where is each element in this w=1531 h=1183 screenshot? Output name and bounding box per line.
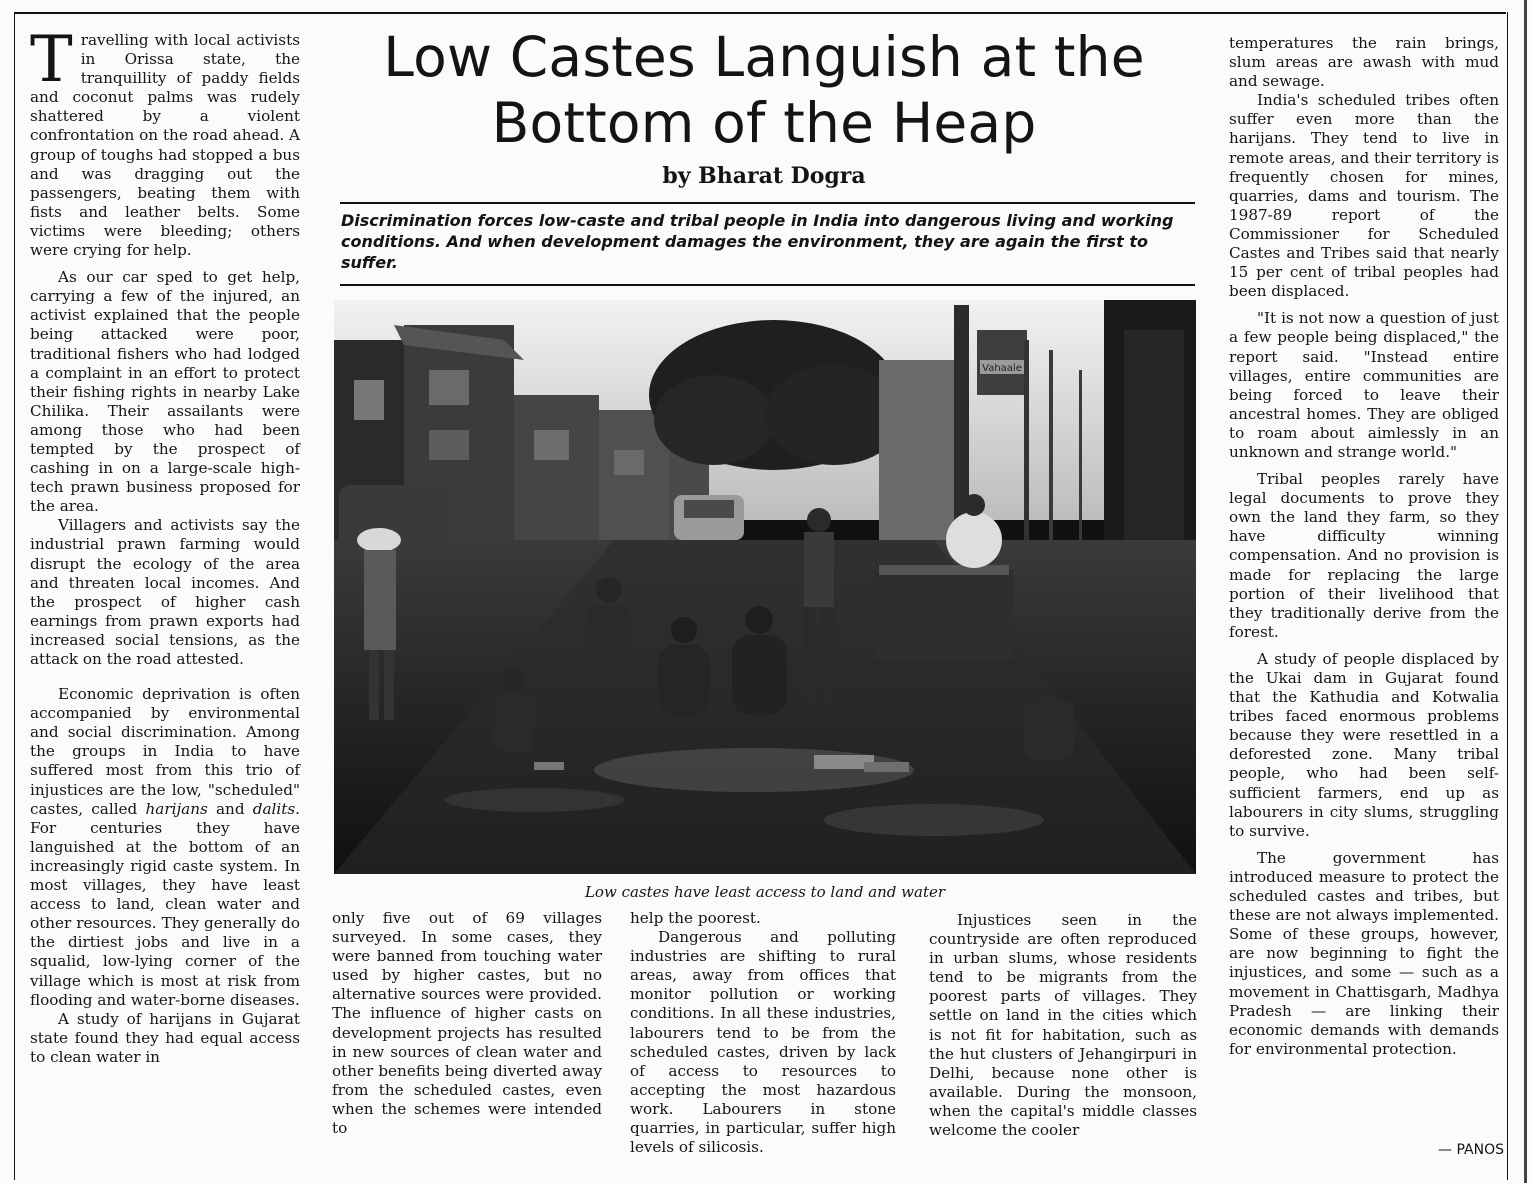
paragraph-4-text-b: . For centuries they have languished at the bottom of an increasingly rigid caste system. In most villages, they have least access to land, clean water and other resources. They generally do the dirtiest jobs and live in a squalid, low-lying corner of the village which is most at risk from flooding and water-borne diseases.	[30, 799, 300, 1009]
paragraph-2: As our car sped to get help, carrying a few of the injured, an activist explained that the people being attacked were poor, traditional fishers who had lodged a complaint in an effort to protect their fishing rights in nearby Lake Chilika. Their assailants were among those who had been tempted by the prospect of cashing in on a large-scale high-tech prawn business proposed for the area.	[30, 268, 300, 516]
paragraph-8: India's scheduled tribes often suffer even more than the harijans. They tend to live in remote areas, and their territory is frequently chosen for mines, quarries, dams and tourism. The 1987-89 report of the Commissioner for Scheduled Castes and Tribes said that nearly 15 per cent of tribal peoples had been displaced.	[1229, 91, 1499, 301]
right-page-edge	[1524, 0, 1527, 1183]
paragraph-4	[30, 685, 300, 1010]
street-photo	[334, 300, 1196, 874]
right-edge-rule	[1507, 12, 1508, 1180]
photo-caption: Low castes have least access to land and water	[584, 883, 946, 901]
top-rule	[14, 12, 1506, 14]
column-3	[630, 909, 896, 1157]
byline: by Bharat Dogra	[662, 163, 866, 189]
harijans-term: harijans	[145, 799, 208, 818]
headline: Low Castes Languish at the Bottom of the Heap	[383, 25, 1145, 155]
paragraph-9: "It is not now a question of just a few people being displaced," the report said. "Instead entire villages, entire communities are being forced to leave their ancestral homes. They are obliged to roam about aimlessly in an unknown and strange world."	[1229, 309, 1499, 461]
left-edge-rule	[14, 12, 15, 1180]
paragraph-4-text-a: Economic deprivation is often accompanied by environmental and social discrimination. Among the groups in India to have suffered most from this trio of injustices are the low, "scheduled" castes, called	[30, 685, 300, 818]
paragraph-4-and: and	[207, 799, 253, 818]
paragraph-3: Villagers and activists say the industrial prawn farming would disrupt the ecology of the area and threaten local incomes. And the prospect of higher cash earnings from prawn exports had increased social tensions, as the attack on the road attested.	[30, 516, 300, 668]
column-5	[1229, 34, 1499, 1059]
paragraph-10: Tribal peoples rarely have legal documents to prove they own the land they farm, so they have difficulty winning compensation. And no provision is made for replacing the large portion of their livelihood that they traditionally derive from the forest.	[1229, 470, 1499, 641]
paragraph-7: Injustices seen in the countryside are often reproduced in urban slums, whose residents tend to be migrants from the poorest parts of villages. They settle on land in the cities which is not fit for habitation, such as the hut clusters of Jehangirpuri in Delhi, because none other is available. During the monsoon, when the capital's middle classes welcome the cooler	[929, 911, 1197, 1140]
paragraph-1-text: ravelling with local activists in Orissa state, the tranquillity of paddy fields and coconut palms was rudely shattered by a violent confrontation on the road ahead. A group of toughs had stopped a bus and was dragging out the passengers, beating them with fists and leather belts. Some victims were bleeding; others were crying for help.	[30, 31, 300, 260]
credit-line: — PANOS	[1438, 1142, 1504, 1158]
deck: Discrimination forces low-caste and tribal people in India into dangerous living and working conditions. And when development damages the environment, they are again the first to suffer.	[341, 211, 1174, 272]
paragraph-6: Dangerous and polluting industries are shifting to rural areas, away from offices that monitor pollution or working conditions. In all these industries, labourers tend to be from the scheduled castes, driven by lack of access to resources to accepting the most hazardous work. Labourers in stone quarries, in particular, suffer high levels of silicosis.	[630, 928, 896, 1157]
deck-bottom-rule	[340, 284, 1195, 286]
drop-cap: T	[30, 23, 73, 97]
street-photo-graphic	[334, 300, 1196, 874]
paragraph-5-start: A study of harijans in Gujarat state found they had equal access to clean water in	[30, 1009, 300, 1066]
paragraph-1	[30, 23, 300, 260]
paragraph-11: A study of people displaced by the Ukai dam in Gujarat found that the Kathudia and Kotwalia tribes faced enormous problems because they were resettled in a deforested zone. Many tribal people, who had been self-sufficient farmers, end up as labourers in city slums, struggling to survive.	[1229, 649, 1499, 840]
paragraph-12: The government has introduced measure to protect the scheduled castes and tribes, but these are not always implemented. Some of these groups, however, are now beginning to fight the injustices, and some — such as a movement in Chattisgarh, Madhya Pradesh — are linking their economic demands with demands for environmental protection.	[1229, 848, 1499, 1058]
deck-top-rule	[340, 202, 1195, 204]
column-4	[929, 911, 1197, 1140]
dalits-term: dalits	[252, 799, 296, 818]
column-1	[30, 23, 300, 1067]
shop-sign-text: Vahaale	[982, 363, 1022, 374]
paragraph-5-end: help the poorest.	[630, 909, 761, 927]
paragraph-7-continued: temperatures the rain brings, slum areas are awash with mud and sewage.	[1229, 34, 1499, 91]
paragraph-5-continued: only five out of 69 villages surveyed. In some cases, they were banned from touching water used by higher castes, but no alternative sources were provided. The influence of higher casts on development projects has resulted in new sources of clean water and other benefits being diverted away from the scheduled castes, even when the schemes were intended to	[332, 909, 602, 1138]
column-2	[332, 909, 602, 1138]
